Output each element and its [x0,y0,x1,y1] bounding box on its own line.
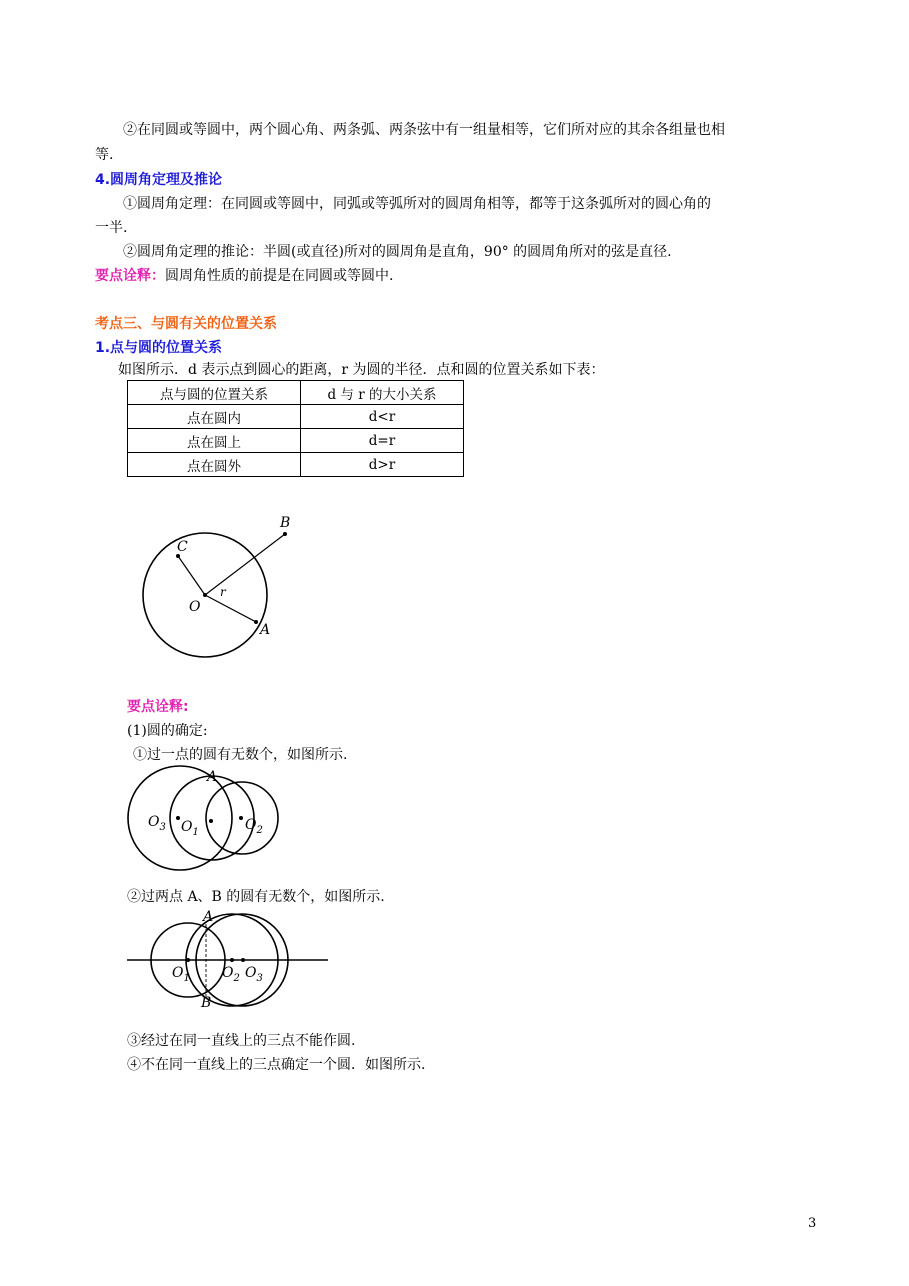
label-o2-b: $O_2$ [222,965,240,984]
label-o3-b: $O_3$ [245,965,263,984]
inscribed-angle-corollary: ②圆周角定理的推论：半圆(或直径)所对的圆周角是直角，90° 的圆周角所对的弦是直径. [123,244,672,260]
arc-chord-theorem-line2: 等. [95,147,114,163]
point-o1 [209,819,213,823]
key-note-text: 圆周角性质的前提是在同圆或等圆中. [165,268,394,284]
inscribed-angle-theorem-line2: 一半. [95,220,128,236]
circle-determination-heading: (1)圆的确定: [127,723,208,739]
point-circle-heading: 1.点与圆的位置关系 [95,340,223,356]
label-a: A [260,622,271,638]
section-title-position-relations: 考点三、与圆有关的位置关系 [95,316,277,332]
segment-o-a [205,595,256,622]
table-cell: 点在圆上 [128,429,301,453]
label-b: B [280,515,291,531]
key-note-2-label: 要点诠释: [127,699,189,715]
segment-o-c [178,556,205,595]
inscribed-angle-heading: 4.圆周角定理及推论 [95,172,223,188]
arc-chord-theorem-line1: ②在同圆或等圆中，两个圆心角、两条弧、两条弦中有一组量相等，它们所对应的其余各组量也相 [123,122,725,138]
label-o: O [189,599,201,615]
table-cell: d<r [301,405,464,429]
table-cell: d=r [301,429,464,453]
label-o1: $O_1$ [181,819,199,838]
label-o1-b: $O_1$ [172,965,190,984]
point-o1-b [186,958,190,962]
point-b [283,532,287,536]
table-header-cell: 点与圆的位置关系 [128,381,301,405]
label-r: r [220,585,226,599]
point-circle-intro: 如图所示．d 表示点到圆心的距离，r 为圆的半径．点和圆的位置关系如下表： [118,362,605,378]
point-o3 [176,816,180,820]
point-o2-b [230,958,234,962]
table-cell: 点在圆内 [128,405,301,429]
key-note-label: 要点诠释： [95,268,165,284]
point-a [254,620,258,624]
label-o3: $O_3$ [148,814,166,833]
point-o2 [239,816,243,820]
two-point-circles-text: ②过两点 A、B 的圆有无数个，如图所示. [127,889,385,905]
label-b3: B [201,995,212,1011]
table-header-cell: d 与 r 的大小关系 [301,381,464,405]
point-o3-b [241,958,245,962]
label-a2: A [207,769,218,785]
three-points-circle-text: ④不在同一直线上的三点确定一个圆．如图所示. [127,1057,426,1073]
collinear-points-text: ③经过在同一直线上的三点不能作圆. [127,1033,356,1049]
table-cell: d>r [301,453,464,477]
segment-o-b [205,534,285,595]
label-o2: $O_2$ [245,817,263,836]
label-c: C [177,539,188,555]
label-a3: A [203,909,214,925]
page-number: 3 [808,1216,817,1231]
point-o [203,593,207,597]
inscribed-angle-theorem-line1: ①圆周角定理：在同圆或等圆中，同弧或等弧所对的圆周角相等，都等于这条弧所对的圆心角的 [123,196,711,212]
one-point-circles-text: ①过一点的圆有无数个，如图所示. [133,747,348,763]
table-cell: 点在圆外 [128,453,301,477]
